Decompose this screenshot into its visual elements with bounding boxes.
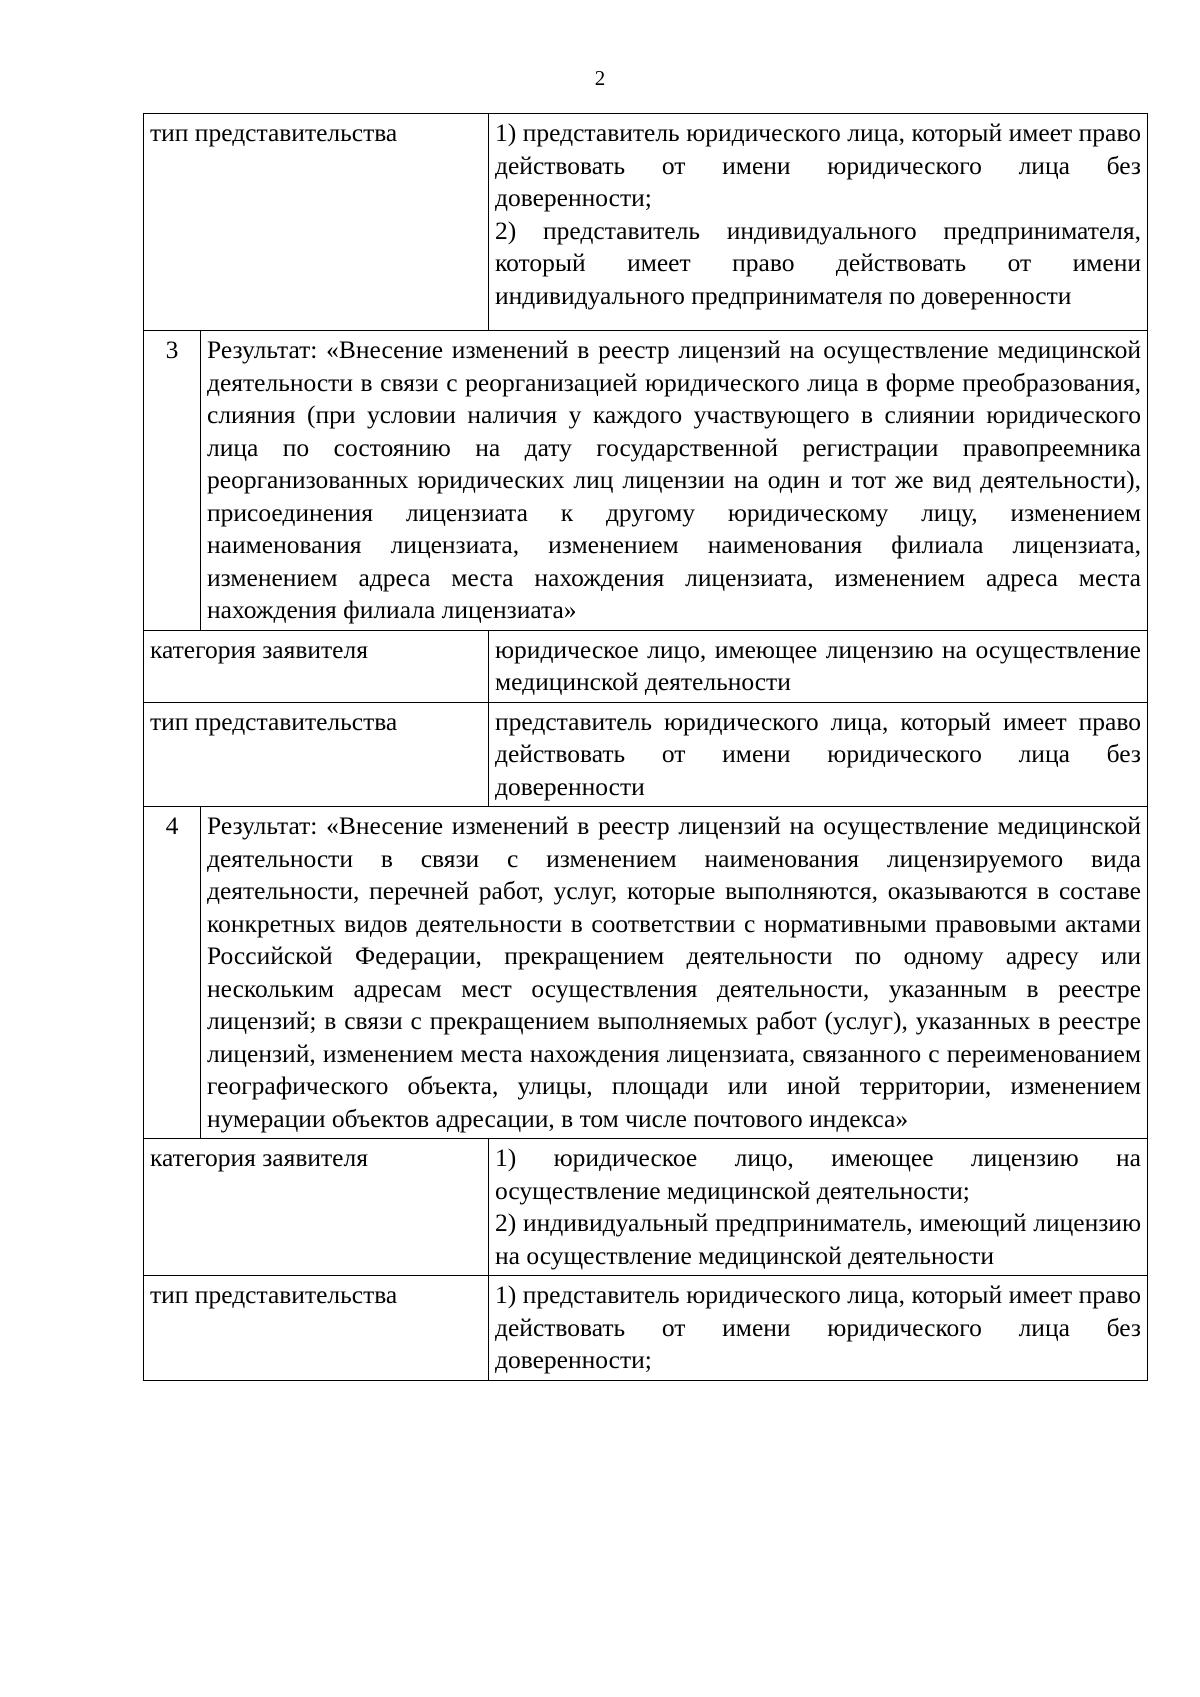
- section-result-text: Результат: «Внесение изменений в реестр лицензий на осуществление медицинской деятельности в связи с реорганизацией юридического лица в форме преобразования, слияния (при условии наличия у каждого участвующего в слиянии юридического лица по состоянию на дату государственной регистрации правопреемника реорганизованных юридических лиц лицензии на один и тот же вид деятельности), присоединения лицензиата к другому юридическому лицу, изменением наименования лицензиата, изменением наименования филиала лицензиата, изменением адреса места нахождения лицензиата, изменением адреса места нахождения филиала лицензиата»: [201, 331, 1148, 631]
- row-label: тип представительства: [144, 1276, 489, 1381]
- row-value: [489, 1276, 1148, 1381]
- row-label: категория заявителя: [144, 1139, 489, 1276]
- list-item: 2) представитель индивидуального предпринимателя, который имеет право действовать от имени индивидуального предпринимателя по доверенности: [495, 215, 1141, 310]
- services-table: [143, 113, 1148, 1381]
- table-row: [144, 1139, 1148, 1276]
- section-number: 4: [144, 807, 201, 1139]
- table-row: [144, 807, 1148, 1139]
- list-item: 1) представитель юридического лица, который имеет право действовать от имени юридического лица без доверенности;: [495, 1280, 1141, 1374]
- table-row: [144, 1276, 1148, 1381]
- table-row: [144, 702, 1148, 807]
- list-item: 2) индивидуальный предприниматель, имеющий лицензию на осуществление медицинской деятельности: [495, 1208, 1141, 1270]
- row-label: категория заявителя: [144, 630, 489, 702]
- list-item: 1) представитель юридического лица, который имеет право действовать от имени юридического лица без доверенности;: [495, 118, 1141, 212]
- row-value: представитель юридического лица, который имеет право действовать от имени юридического лица без доверенности: [489, 702, 1148, 807]
- table-row: [144, 630, 1148, 702]
- list-item: 1) юридическое лицо, имеющее лицензию на осуществление медицинской деятельности;: [495, 1143, 1141, 1205]
- row-value: юридическое лицо, имеющее лицензию на осуществление медицинской деятельности: [489, 630, 1148, 702]
- row-value: [489, 114, 1148, 331]
- row-label: тип представительства: [144, 702, 489, 807]
- table-row: [144, 114, 1148, 331]
- table-row: [144, 331, 1148, 631]
- row-value: [489, 1139, 1148, 1276]
- row-label: тип представительства: [144, 114, 489, 331]
- section-result-text: Результат: «Внесение изменений в реестр лицензий на осуществление медицинской деятельности в связи с изменением наименования лицензируемого вида деятельности, перечней работ, услуг, которые выполняются, оказываются в составе конкретных видов деятельности в соответствии с нормативными правовыми актами Российской Федерации, прекращением деятельности по одному адресу или нескольким адресам мест осуществления деятельности, указанным в реестре лицензий; в связи с прекращением выполняемых работ (услуг), указанных в реестре лицензий, изменением места нахождения лицензиата, связанного с переименованием географического объекта, улицы, площади или иной территории, изменением нумерации объектов адресации, в том числе почтового индекса»: [201, 807, 1148, 1139]
- page-number: 2: [594, 66, 606, 90]
- section-number: 3: [144, 331, 201, 631]
